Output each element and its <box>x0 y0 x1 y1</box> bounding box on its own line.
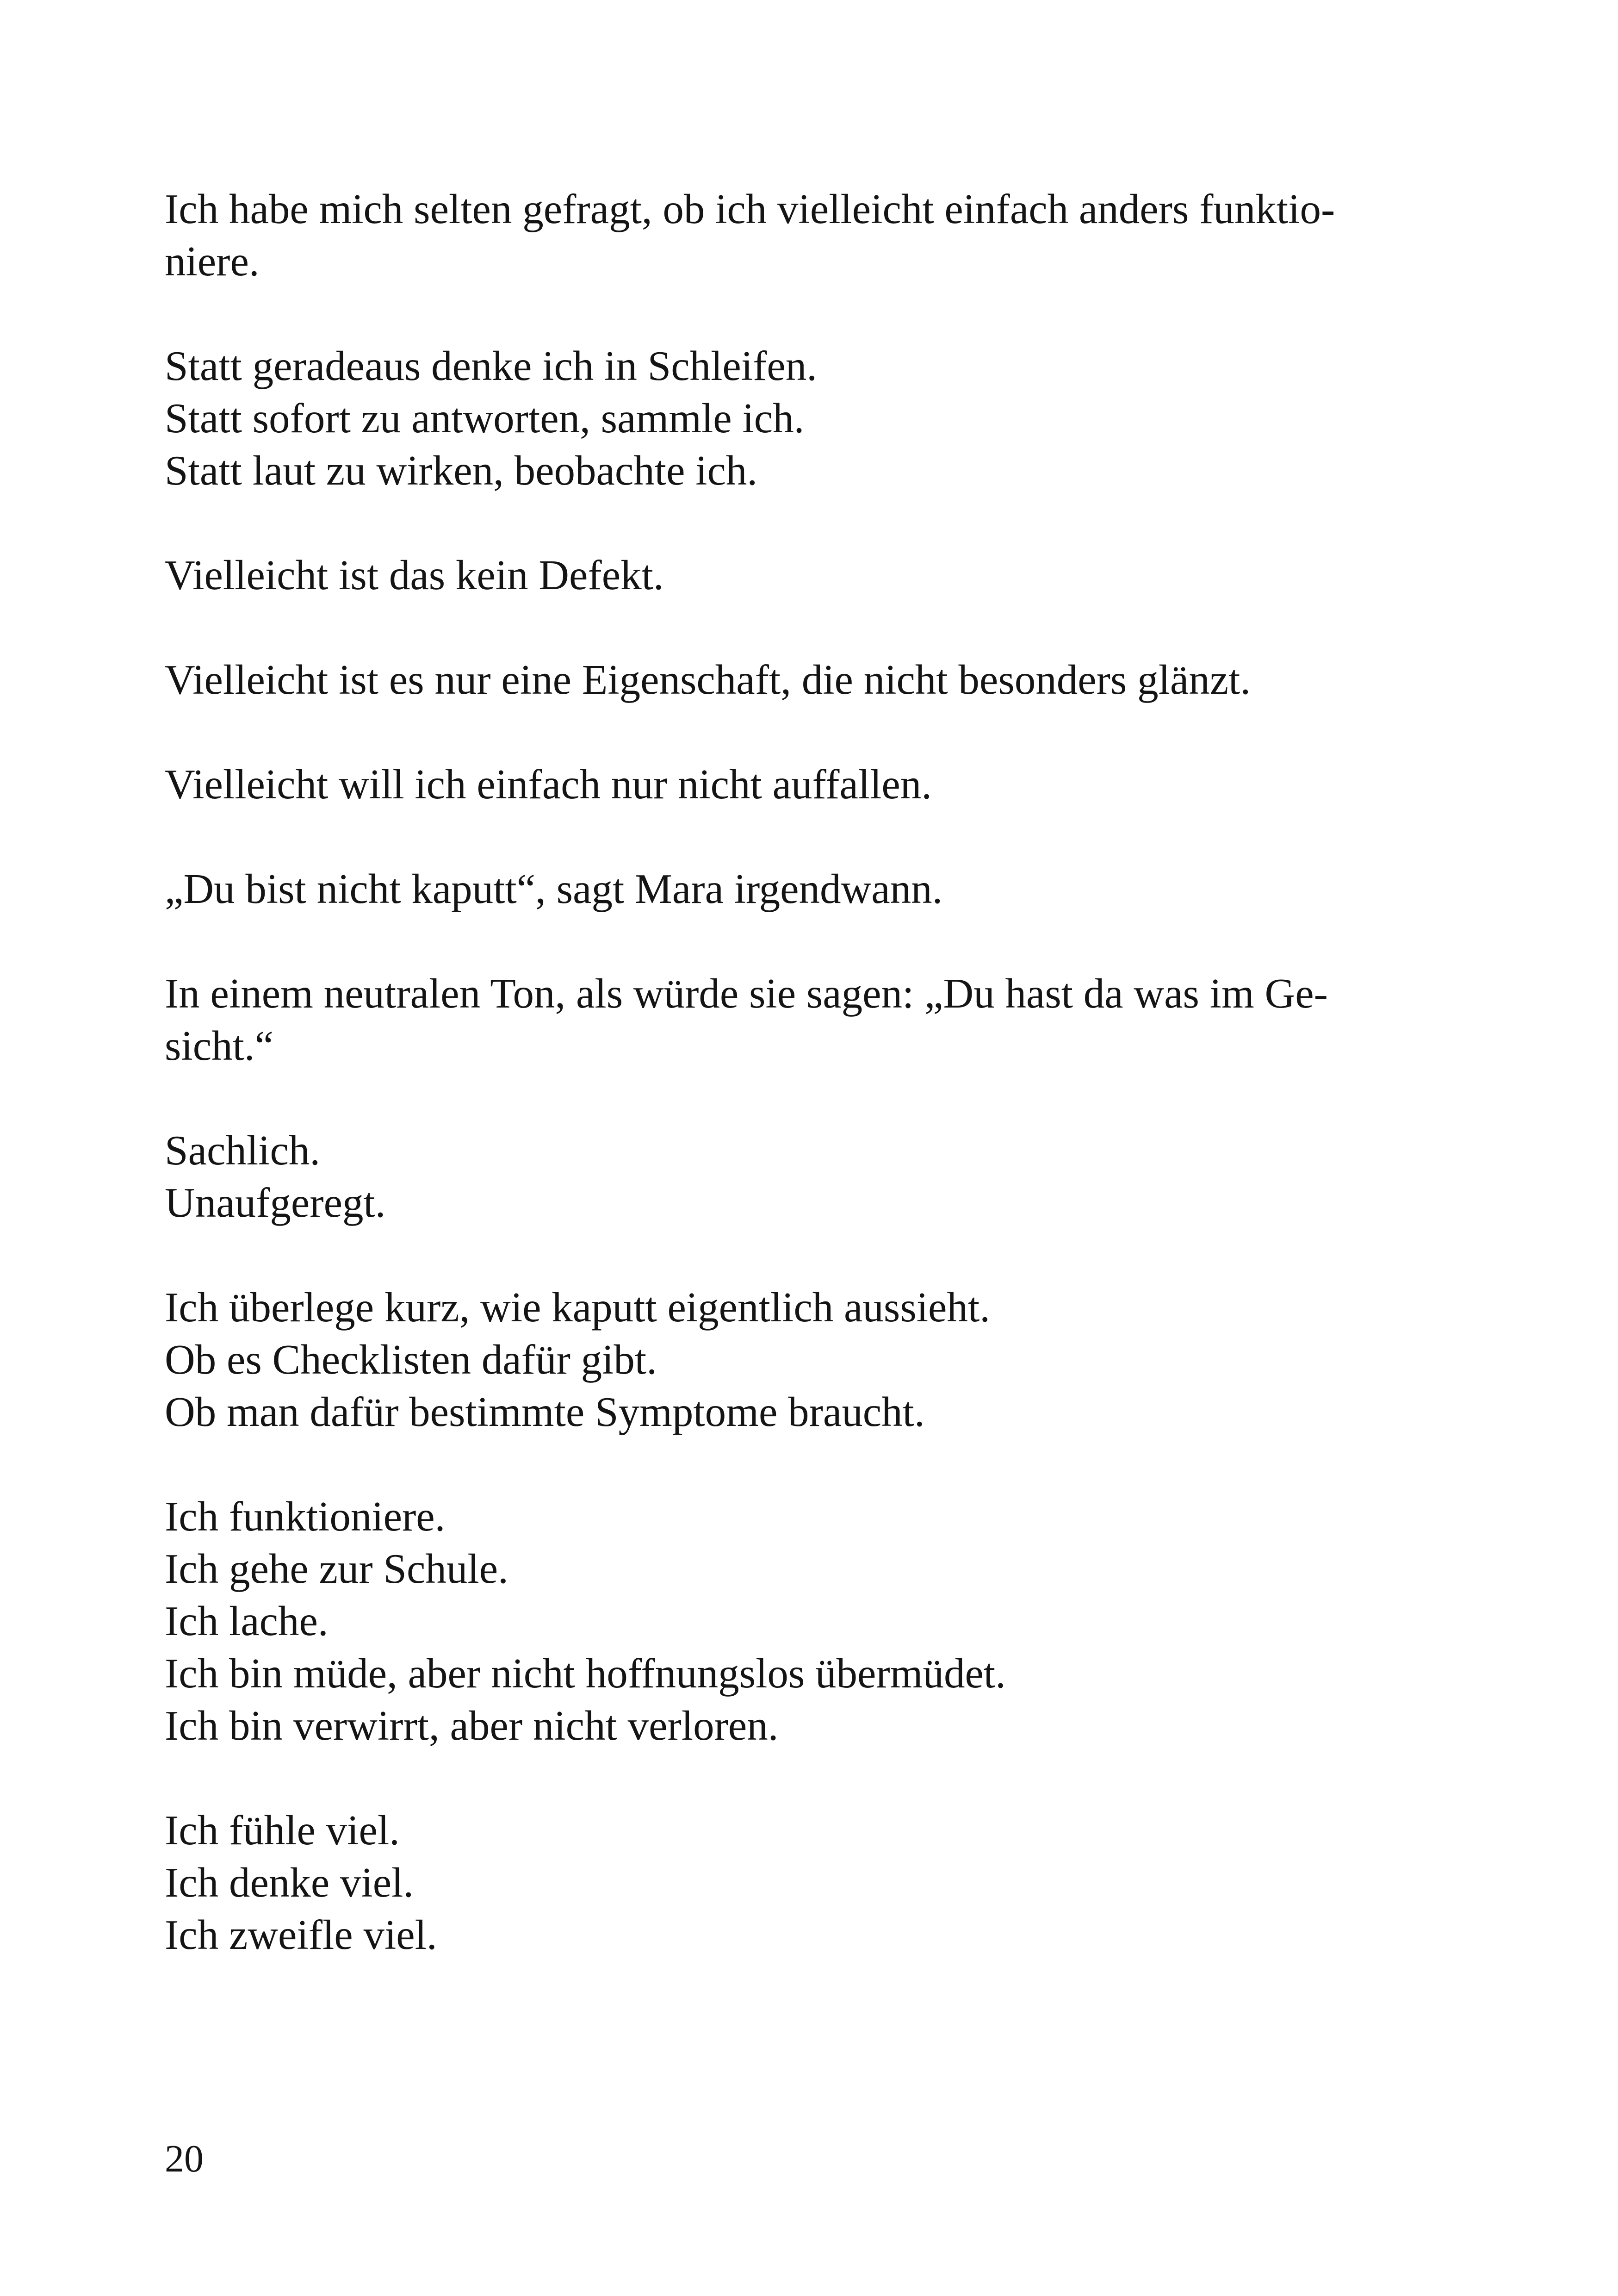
paragraph <box>165 549 1442 601</box>
paragraph <box>165 183 1442 287</box>
paragraph <box>165 653 1442 706</box>
paragraph <box>165 1281 1442 1438</box>
text-line: Ich bin verwirrt, aber nicht verloren. <box>165 1702 779 1749</box>
text-line: Ich zweifle viel. <box>165 1911 437 1958</box>
paragraph-gap <box>165 1438 1442 1490</box>
text-line: Ich fühle viel. <box>165 1807 400 1854</box>
text-line: Sachlich. <box>165 1127 321 1174</box>
paragraph-gap <box>165 601 1442 653</box>
paragraph-gap <box>165 1072 1442 1124</box>
text-line: Ich funktioniere. <box>165 1493 446 1540</box>
paragraph-gap <box>165 706 1442 758</box>
paragraph-gap <box>165 915 1442 967</box>
text-line: Vielleicht ist es nur eine Eigenschaft, die nicht besonders glänzt. <box>165 656 1251 703</box>
text-line: Ich gehe zur Schule. <box>165 1545 508 1592</box>
paragraph <box>165 1124 1442 1229</box>
paragraph-gap <box>165 1229 1442 1281</box>
text-line: Ich habe mich selten gefragt, ob ich vielleicht einfach anders funktio- <box>165 186 1335 232</box>
paragraph-gap <box>165 497 1442 549</box>
text-line: Ich denke viel. <box>165 1859 414 1906</box>
text-line: Statt laut zu wirken, beobachte ich. <box>165 447 758 494</box>
text-line: Statt geradeaus denke ich in Schleifen. <box>165 342 818 389</box>
text-line: Statt sofort zu antworten, sammle ich. <box>165 395 805 442</box>
text-line: Ich lache. <box>165 1598 329 1644</box>
text-line: Ob man dafür bestimmte Symptome braucht. <box>165 1388 925 1435</box>
paragraph <box>165 340 1442 497</box>
paragraph <box>165 758 1442 810</box>
text-line: niere. <box>165 238 260 285</box>
text-line: Unaufgeregt. <box>165 1179 386 1226</box>
text-line: „Du bist nicht kaputt“, sagt Mara irgendwann. <box>165 865 943 912</box>
text-line: In einem neutralen Ton, als würde sie sagen: „Du hast da was im Ge- <box>165 970 1328 1017</box>
paragraph <box>165 1490 1442 1752</box>
paragraph <box>165 863 1442 915</box>
text-line: Vielleicht will ich einfach nur nicht auffallen. <box>165 761 932 808</box>
body-text <box>165 183 1442 1961</box>
paragraph <box>165 967 1442 1072</box>
text-line: Ich überlege kurz, wie kaputt eigentlich aussieht. <box>165 1284 990 1331</box>
paragraph <box>165 1804 1442 1961</box>
page-number: 20 <box>165 2137 204 2180</box>
text-line: Vielleicht ist das kein Defekt. <box>165 552 664 598</box>
paragraph-gap <box>165 1752 1442 1804</box>
text-line: Ich bin müde, aber nicht hoffnungslos übermüdet. <box>165 1650 1006 1697</box>
text-line: Ob es Checklisten dafür gibt. <box>165 1336 657 1383</box>
paragraph-gap <box>165 287 1442 340</box>
text-line: sicht.“ <box>165 1022 274 1069</box>
paragraph-gap <box>165 810 1442 863</box>
